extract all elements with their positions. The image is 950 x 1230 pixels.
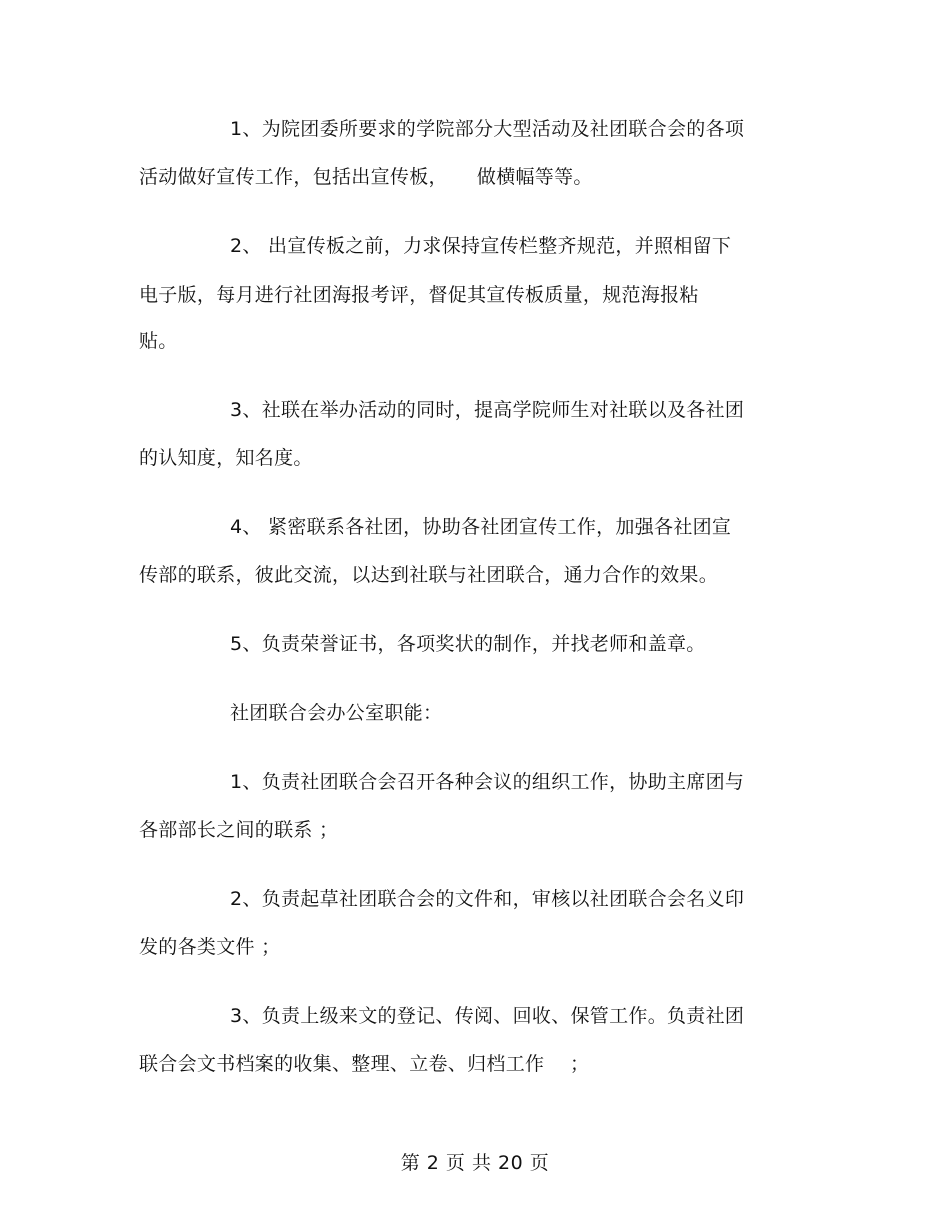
text-line: 2、 出宣传板之前，力求保持宣传栏整齐规范，并照相留下 xyxy=(230,235,732,257)
text-line: 2、负责起草社团联合会的文件和，审核以社团联合会名义印 xyxy=(230,888,745,910)
page-number: 第 2 页 共 20 页 xyxy=(400,1152,550,1174)
text-line: 5、负责荣誉证书，各项奖状的制作，并找老师和盖章。 xyxy=(230,633,706,655)
text-line: 3、负责上级来文的登记、传阅、回收、保管工作。负责社团 xyxy=(230,1005,745,1027)
text-line: 各部部长之间的联系 ； xyxy=(139,819,339,841)
text-line: 1、为院团委所要求的学院部分大型活动及社团联合会的各项 xyxy=(230,118,745,140)
text-line: 活动做好宣传工作，包括出宣传板， 做横幅等等。 xyxy=(139,166,593,188)
text-line: 的认知度，知名度。 xyxy=(139,447,313,469)
text-line: 联合会文书档案的收集、整理、立卷、归档工作 ； xyxy=(139,1053,590,1075)
text-line: 贴。 xyxy=(139,330,178,352)
text-line: 3、社联在举办活动的同时，提高学院师生对社联以及各社团 xyxy=(230,399,745,421)
section-heading: 社团联合会办公室职能： xyxy=(230,702,443,724)
text-line: 传部的联系，彼此交流，以达到社联与社团联合，通力合作的效果。 xyxy=(139,564,719,586)
text-line: 电子版，每月进行社团海报考评，督促其宣传板质量，规范海报粘 xyxy=(139,284,699,306)
text-line: 1、负责社团联合会召开各种会议的组织工作，协助主席团与 xyxy=(230,771,745,793)
text-line: 发的各类文件 ； xyxy=(139,936,281,958)
text-line: 4、 紧密联系各社团，协助各社团宣传工作，加强各社团宣 xyxy=(230,516,732,538)
